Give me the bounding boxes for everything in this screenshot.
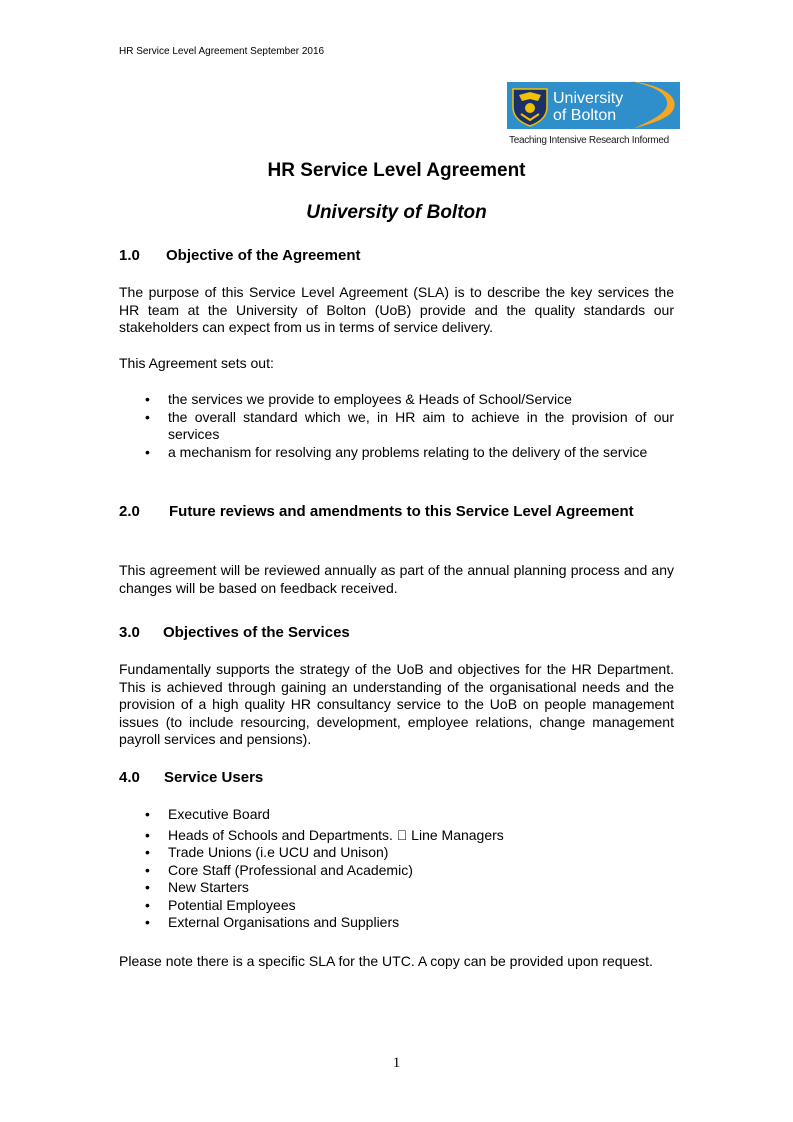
section-4-number: 4.0 <box>119 769 140 786</box>
running-header: HR Service Level Agreement September 2016 <box>119 46 325 57</box>
list-item: • a mechanism for resolving any problems relating to the delivery of the service <box>145 443 648 460</box>
university-logo <box>507 79 683 153</box>
section-1-heading <box>119 245 361 266</box>
section-1-intro: This Agreement sets out: <box>119 355 274 371</box>
bullet-icon: • <box>145 896 150 913</box>
section-3-paragraph: Fundamentally supports the strategy of the UoB and objectives for the HR Department. This is achieved through gaining an understanding of the organisational needs and the provision of a high quality HR consultancy service to the UoB on people management issues (to include resourcing, development, employee relations, change management payroll services and pensions). <box>119 661 674 747</box>
section-2-number: 2.0 <box>119 503 140 520</box>
section-4-heading <box>119 767 263 788</box>
bullet-icon: • <box>145 879 150 895</box>
document-subtitle: University of Bolton <box>306 202 487 223</box>
section-1-bullet-list <box>119 391 674 461</box>
list-item: • Heads of Schools and Departments. Line Managers <box>145 826 490 843</box>
bullet-icon: • <box>145 408 150 425</box>
logo-line-1: University <box>553 90 624 107</box>
section-1-title: Objective of the Agreement <box>166 247 361 264</box>
section-3-title: Objectives of the Services <box>163 624 350 641</box>
list-item: • Potential Employees <box>145 896 296 913</box>
bullet-icon: • <box>145 443 150 460</box>
document-title: HR Service Level Agreement <box>267 160 526 181</box>
bullet-icon: • <box>145 861 150 878</box>
list-item: • External Organisations and Suppliers <box>145 914 400 930</box>
bullet-icon: • <box>145 826 150 843</box>
list-item: • Executive Board <box>145 806 270 822</box>
section-3-heading <box>119 622 350 643</box>
list-item: • Trade Unions (i.e UCU and Unison) <box>145 844 389 860</box>
list-item: • the services we provide to employees & Heads of School/Service <box>145 391 572 407</box>
list-item: • the overall standard which we, in HR aim to achieve in the provision of our services <box>145 408 674 442</box>
section-4-title: Service Users <box>164 769 264 786</box>
crest-icon <box>511 87 549 127</box>
bullet-icon: • <box>145 914 150 930</box>
logo-tagline: Teaching Intensive Research Informed <box>509 135 669 146</box>
section-1-paragraph: The purpose of this Service Level Agreement (SLA) is to describe the key services the HR team at the University of Bolton (UoB) provide and the quality standards our stakeholders can expect from us in terms of service delivery. <box>119 284 674 335</box>
page-number: 1 <box>392 1055 401 1071</box>
section-2-title: Future reviews and amendments to this Service Level Agreement <box>169 503 634 520</box>
section-2-heading <box>119 501 639 522</box>
logo-line-2: of Bolton <box>553 107 617 124</box>
section-3-number: 3.0 <box>119 624 140 641</box>
section-1-number: 1.0 <box>119 247 140 264</box>
list-item: • Core Staff (Professional and Academic) <box>145 861 413 878</box>
list-item: • New Starters <box>145 879 249 895</box>
section-2-paragraph: This agreement will be reviewed annually as part of the annual planning process and any changes will be based on feedback received. <box>119 562 674 596</box>
bullet-icon: • <box>145 391 150 407</box>
bullet-icon: • <box>145 806 150 822</box>
section-4-note: Please note there is a specific SLA for the UTC. A copy can be provided upon request. <box>119 953 653 969</box>
bullet-icon: • <box>145 844 150 860</box>
section-4-bullet-list <box>119 806 674 932</box>
swoosh-icon <box>625 79 683 131</box>
